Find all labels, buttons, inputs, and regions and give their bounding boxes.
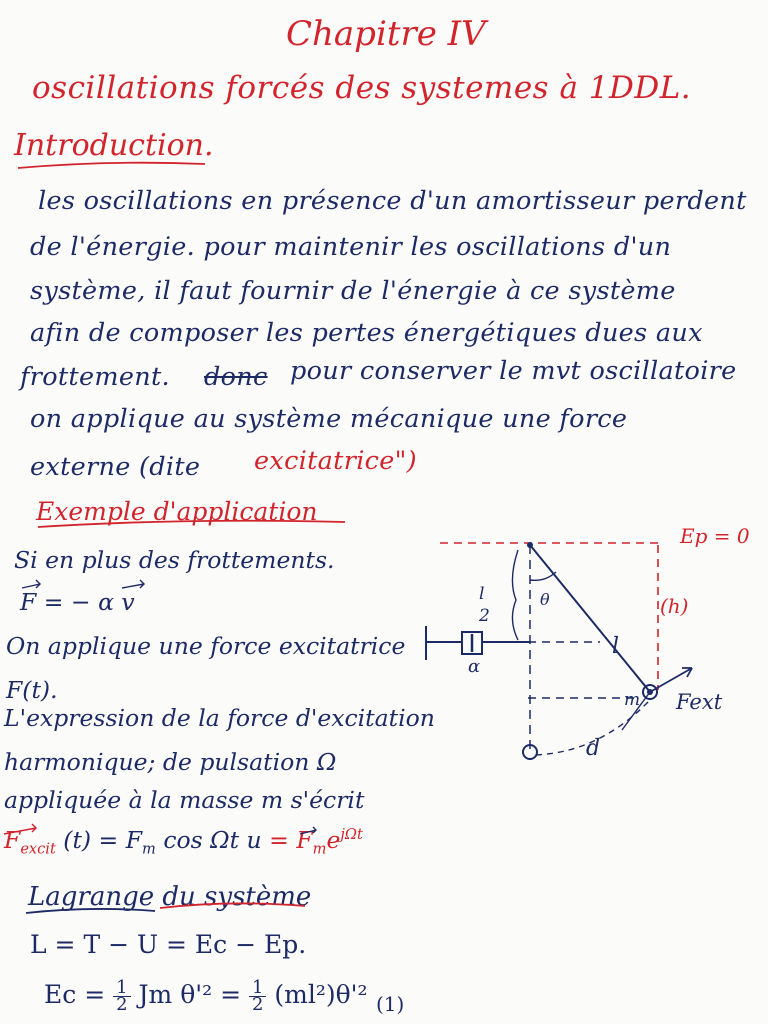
intro-line-4: afin de composer les pertes énergétiques dues aux [30,318,703,348]
label-alpha: α [468,656,481,677]
intro-line-6: on applique au système mécanique une force [30,404,628,434]
intro-line-5: frottement. [20,362,170,392]
fm2-subscript: m [312,840,327,858]
label-height: (h) [660,594,689,618]
intro-line-5-cont: pour conserver le mvt oscillatoire [290,356,737,386]
example-underline [38,521,345,527]
vector-arrow-u [300,827,316,834]
fext-arrow [650,668,692,692]
vector-arrow-f [22,580,40,588]
eq2-part: = F [269,826,313,854]
label-l-half-num: l [479,584,485,604]
lagrange-heading: Lagrange du système [28,882,312,912]
intro-strikethrough-word: donc [204,362,268,392]
intro-excitatrice-word: excitatrice") [254,446,417,476]
label-fext: Fext [676,690,723,714]
exp-base: e [326,826,341,854]
label-mass: m [624,690,641,710]
fm-subscript: m [142,840,156,858]
lagrangian-equation: L = T − U = Ec − Ep. [30,930,307,959]
pendulum-rod [530,545,650,692]
example-line-7: appliquée à la masse m s'écrit [4,786,365,814]
intro-line-7: externe (dite [30,452,201,482]
vector-arrow-v [122,580,144,588]
equation-number: (1) [376,992,405,1016]
force-rest: (t) = F [63,826,143,854]
fraction-num-1: 1 [116,977,128,998]
example-line-5: L'expression de la force d'excitation [4,704,435,732]
example-line-4: F(t). [6,676,58,704]
force-symbol: F [4,826,21,854]
chapter-title: Chapitre IV [286,14,486,54]
label-theta: θ [540,590,550,609]
fraction-den-1: 2 [113,996,130,1013]
vector-arrow-fexcit [4,824,36,834]
intro-line-1: les oscillations en présence d'un amortisseur perdent [38,186,747,216]
label-length: l [612,634,620,659]
intro-underline [18,163,205,168]
intro-line-2: de l'énergie. pour maintenir les oscillations d'un [30,232,672,262]
pivot [527,542,533,548]
fraction-num-2: 1 [251,977,264,998]
friction-force-formula: F = − α v [20,588,135,616]
label-l-half-den: 2 [479,606,490,626]
lagrange-underline-1 [26,909,155,913]
ec-left: Ec = [44,980,106,1009]
ec-right: (ml²)θ'² [274,980,368,1009]
lagrange-underline-2 [160,903,305,908]
force-subscript: excit [20,840,56,858]
example-heading: Exemple d'application [36,497,318,526]
introduction-heading: Introduction. [14,128,214,163]
chapter-subtitle: oscillations forcés des systemes à 1DDL. [32,70,692,106]
label-d: d [586,736,601,761]
cos-part: cos Ωt u [163,826,262,854]
fraction-den-2: 2 [249,996,266,1013]
example-line-1: Si en plus des frottements. [14,546,335,574]
example-line-3: On applique une force excitatrice [6,632,406,660]
half-length-brace [512,550,518,640]
ec-mid: Jm θ'² = [138,980,242,1009]
intro-line-3: système, il faut fournir de l'énergie à ce système [30,276,676,306]
exp-power: jΩt [340,826,363,844]
example-line-6: harmonique; de pulsation Ω [4,748,337,776]
label-ep-zero: Ep = 0 [680,524,750,548]
